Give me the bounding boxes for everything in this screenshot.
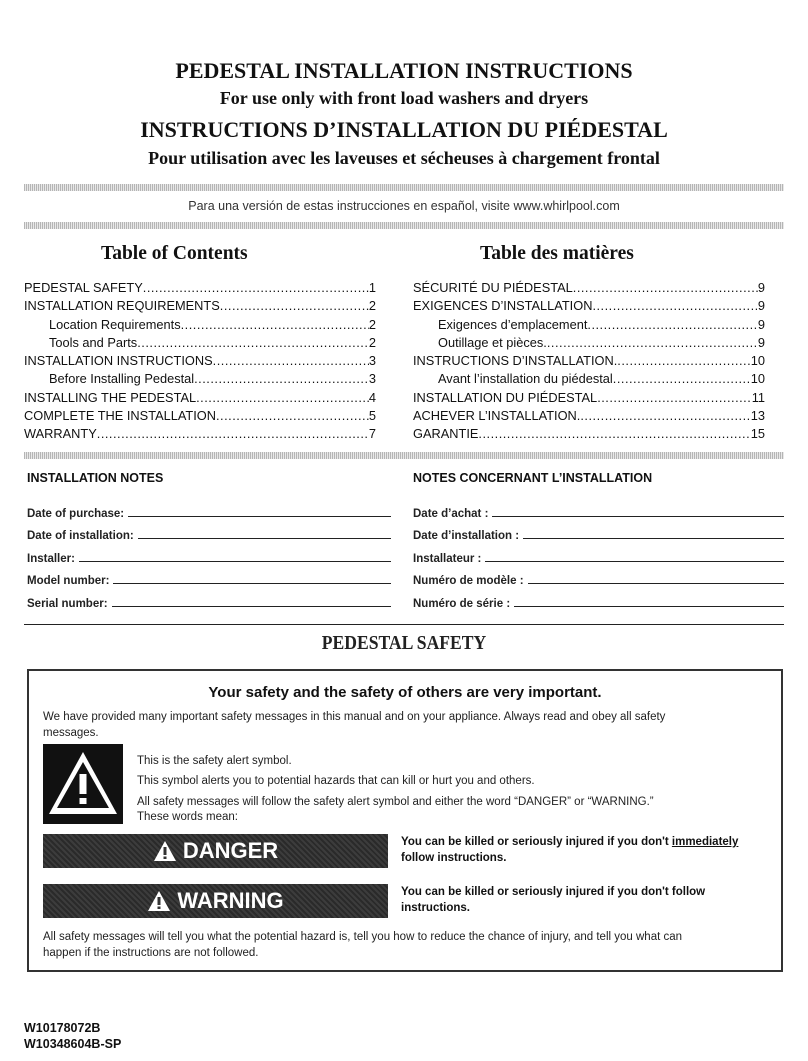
toc-entry-page: 5 — [368, 408, 376, 424]
note-field — [413, 587, 784, 610]
note-field — [413, 565, 784, 588]
toc-entry — [24, 297, 376, 315]
toc-entry — [24, 334, 376, 352]
safety-intro — [43, 709, 773, 741]
toc-leader-dots — [196, 389, 369, 407]
toc-entry-label: Avant l’installation du piédestal — [438, 371, 613, 387]
toc-leader-dots — [143, 279, 369, 297]
note-field-line[interactable] — [492, 516, 784, 517]
safety-closing-line: All safety messages will tell you what the potential hazard is, tell you how to reduce the chance of injury, and tell you what can — [43, 931, 683, 943]
installation-notes-form — [27, 497, 391, 610]
alert-triangle-icon — [153, 840, 177, 862]
note-field-line[interactable] — [128, 516, 391, 517]
toc-entry-label: EXIGENCES D’INSTALLATION — [413, 298, 593, 314]
toc-leader-dots — [597, 389, 752, 407]
note-field-label: Date d’achat : — [413, 507, 489, 520]
section-rule — [24, 624, 784, 625]
note-field-label: Installer: — [27, 552, 75, 565]
note-field — [413, 542, 784, 565]
toc-entry-page: 4 — [368, 389, 376, 405]
toc-entry-label: PEDESTAL SAFETY — [24, 280, 143, 295]
toc-leader-dots — [592, 297, 757, 315]
safety-closing-line: happen if the instructions are not followed. — [43, 947, 259, 959]
note-field — [413, 520, 784, 543]
toc-leader-dots — [181, 316, 369, 334]
note-field-line[interactable] — [485, 561, 784, 562]
toc-leader-dots — [194, 370, 369, 388]
toc-entry — [413, 370, 765, 388]
toc-heading-english: Table of Contents — [101, 243, 248, 264]
note-field-label: Serial number: — [27, 597, 108, 610]
subtitle-french: Pour utilisation avec les laveuses et sécheuses à chargement frontal — [148, 148, 660, 168]
safety-box-heading: Your safety and the safety of others are very important. — [208, 684, 602, 701]
toc-entry-label: INSTALLATION REQUIREMENTS — [24, 298, 220, 314]
note-field — [27, 587, 391, 610]
toc-entry-label: Exigences d’emplacement — [438, 316, 588, 332]
document-code: W10178072B — [24, 1021, 101, 1035]
warning-banner — [43, 884, 388, 918]
toc-entry — [413, 352, 765, 370]
toc-entry-label: Outillage et pièces. — [438, 334, 547, 350]
toc-leader-dots — [478, 425, 750, 443]
toc-leader-dots — [580, 407, 750, 425]
danger-description — [401, 834, 781, 866]
note-field — [27, 497, 391, 520]
symbol-line: All safety messages will follow the safety alert symbol and either the word “DANGER” or “WARNING.” — [137, 796, 654, 808]
safety-symbol-text — [137, 751, 777, 824]
toc-entry-page: 10 — [750, 371, 765, 387]
toc-entry-page: 9 — [757, 280, 765, 295]
spanish-version-note: Para una versión de estas instrucciones en español, visite www.whirlpool.com — [188, 199, 620, 213]
toc-entry-page: 9 — [757, 334, 765, 350]
symbol-line: These words mean: — [137, 811, 238, 823]
toc-entry-page: 7 — [368, 426, 376, 442]
note-field-line[interactable] — [79, 561, 391, 562]
note-field-label: Date of installation: — [27, 530, 134, 543]
pedestal-safety-title: PEDESTAL SAFETY — [321, 632, 487, 654]
toc-leader-dots — [216, 407, 369, 425]
hatch-divider — [24, 184, 784, 191]
toc-entry — [24, 425, 376, 443]
toc-entry — [413, 407, 765, 425]
note-field-label: Numéro de série : — [413, 597, 511, 610]
toc-list-french — [413, 279, 765, 444]
safety-intro-line: We have provided many important safety messages in this manual and on your appliance. Always read and obey all safety — [43, 711, 666, 723]
danger-desc-text: You can be killed or seriously injured if you don't — [401, 836, 672, 848]
toc-entry-label: INSTALLING THE PEDESTAL — [24, 389, 197, 405]
note-field-line[interactable] — [514, 606, 784, 607]
toc-entry-label: Before Installing Pedestal — [49, 371, 195, 387]
toc-leader-dots — [220, 297, 369, 315]
toc-entry-page: 15 — [750, 426, 765, 442]
toc-leader-dots — [573, 279, 758, 297]
symbol-line: This symbol alerts you to potential hazards that can kill or hurt you and others. — [137, 775, 535, 787]
toc-leader-dots — [547, 334, 758, 352]
warning-label: WARNING — [177, 888, 284, 913]
toc-leader-dots — [137, 334, 369, 352]
toc-entry — [413, 334, 765, 352]
danger-label: DANGER — [182, 838, 279, 863]
toc-entry — [413, 425, 765, 443]
toc-entry — [413, 297, 765, 315]
note-field — [27, 542, 391, 565]
danger-desc-emphasis: immediately — [671, 836, 739, 848]
note-field-line[interactable] — [528, 583, 784, 584]
toc-entry-page: 3 — [368, 371, 376, 387]
toc-entry — [24, 316, 376, 334]
warning-desc-text: instructions. — [401, 902, 471, 914]
note-field-label: Model number: — [27, 575, 110, 588]
toc-entry-page: 2 — [368, 316, 376, 332]
toc-entry-page: 10 — [750, 353, 765, 369]
toc-leader-dots — [613, 370, 751, 388]
note-field-label: Numéro de modèle : — [413, 575, 524, 588]
danger-desc-text: follow instructions. — [401, 852, 507, 864]
note-field-line[interactable] — [138, 538, 391, 539]
toc-entry — [24, 370, 376, 388]
toc-entry-label: INSTALLATION DU PIÉDESTAL — [413, 389, 598, 405]
toc-heading-french: Table des matières — [480, 243, 634, 264]
toc-entry-page: 2 — [368, 334, 376, 350]
toc-entry-page: 3 — [368, 353, 376, 369]
toc-entry — [413, 389, 765, 407]
toc-entry-page: 11 — [751, 389, 765, 405]
toc-entry-label: Location Requirements — [49, 316, 181, 332]
toc-leader-dots — [97, 425, 369, 443]
toc-leader-dots — [617, 352, 750, 370]
note-field-label: Date of purchase: — [27, 507, 125, 520]
toc-entry-page: 1 — [368, 280, 376, 295]
installation-notes-heading: INSTALLATION NOTES — [27, 471, 164, 485]
installation-notes-form-french — [413, 497, 784, 610]
warning-desc-text: You can be killed or seriously injured if you don't follow — [401, 886, 706, 898]
note-field — [27, 565, 391, 588]
title-english: PEDESTAL INSTALLATION INSTRUCTIONS — [175, 58, 633, 83]
safety-closing — [43, 929, 778, 961]
note-field — [413, 497, 784, 520]
toc-entry — [24, 407, 376, 425]
note-field-line[interactable] — [113, 583, 391, 584]
note-field-line[interactable] — [523, 538, 784, 539]
installation-notes-heading-french: NOTES CONCERNANT L’INSTALLATION — [413, 471, 653, 485]
document-code-sp: W10348604B-SP — [24, 1037, 122, 1051]
toc-entry-label: WARRANTY — [24, 426, 97, 442]
toc-entry — [413, 316, 765, 334]
subtitle-english: For use only with front load washers and dryers — [219, 88, 589, 108]
title-french: INSTRUCTIONS D’INSTALLATION DU PIÉDESTAL — [140, 117, 668, 142]
hatch-divider — [24, 452, 784, 459]
toc-entry-label: COMPLETE THE INSTALLATION — [24, 408, 216, 424]
toc-entry-page: 9 — [757, 316, 765, 332]
toc-entry-label: Tools and Parts — [49, 334, 138, 350]
toc-entry-page: 2 — [368, 298, 376, 314]
note-field-label: Date d’installation : — [413, 530, 520, 543]
toc-entry-page: 9 — [757, 298, 765, 314]
toc-entry-label: SÉCURITÉ DU PIÉDESTAL — [413, 280, 573, 295]
toc-entry-label: INSTALLATION INSTRUCTIONS — [24, 353, 213, 369]
hatch-divider — [24, 222, 784, 229]
note-field-line[interactable] — [112, 606, 391, 607]
toc-entry — [24, 352, 376, 370]
alert-triangle-icon — [147, 890, 171, 912]
danger-banner — [43, 834, 388, 868]
symbol-line: This is the safety alert symbol. — [137, 755, 292, 767]
safety-box — [27, 669, 783, 972]
toc-entry-label: ACHEVER L’INSTALLATION. — [413, 408, 581, 424]
toc-entry — [413, 279, 765, 297]
safety-intro-line: messages. — [43, 727, 99, 739]
toc-entry-page: 13 — [750, 408, 765, 424]
warning-description — [401, 884, 781, 916]
toc-entry — [24, 279, 376, 297]
toc-leader-dots — [587, 316, 757, 334]
toc-list-english — [24, 279, 376, 444]
toc-entry-label: INSTRUCTIONS D’INSTALLATION. — [413, 353, 618, 369]
note-field — [27, 520, 391, 543]
note-field-label: Installateur : — [413, 552, 482, 565]
toc-leader-dots — [213, 352, 369, 370]
toc-entry — [24, 389, 376, 407]
safety-alert-icon — [43, 744, 123, 824]
toc-entry-label: GARANTIE — [413, 426, 479, 442]
